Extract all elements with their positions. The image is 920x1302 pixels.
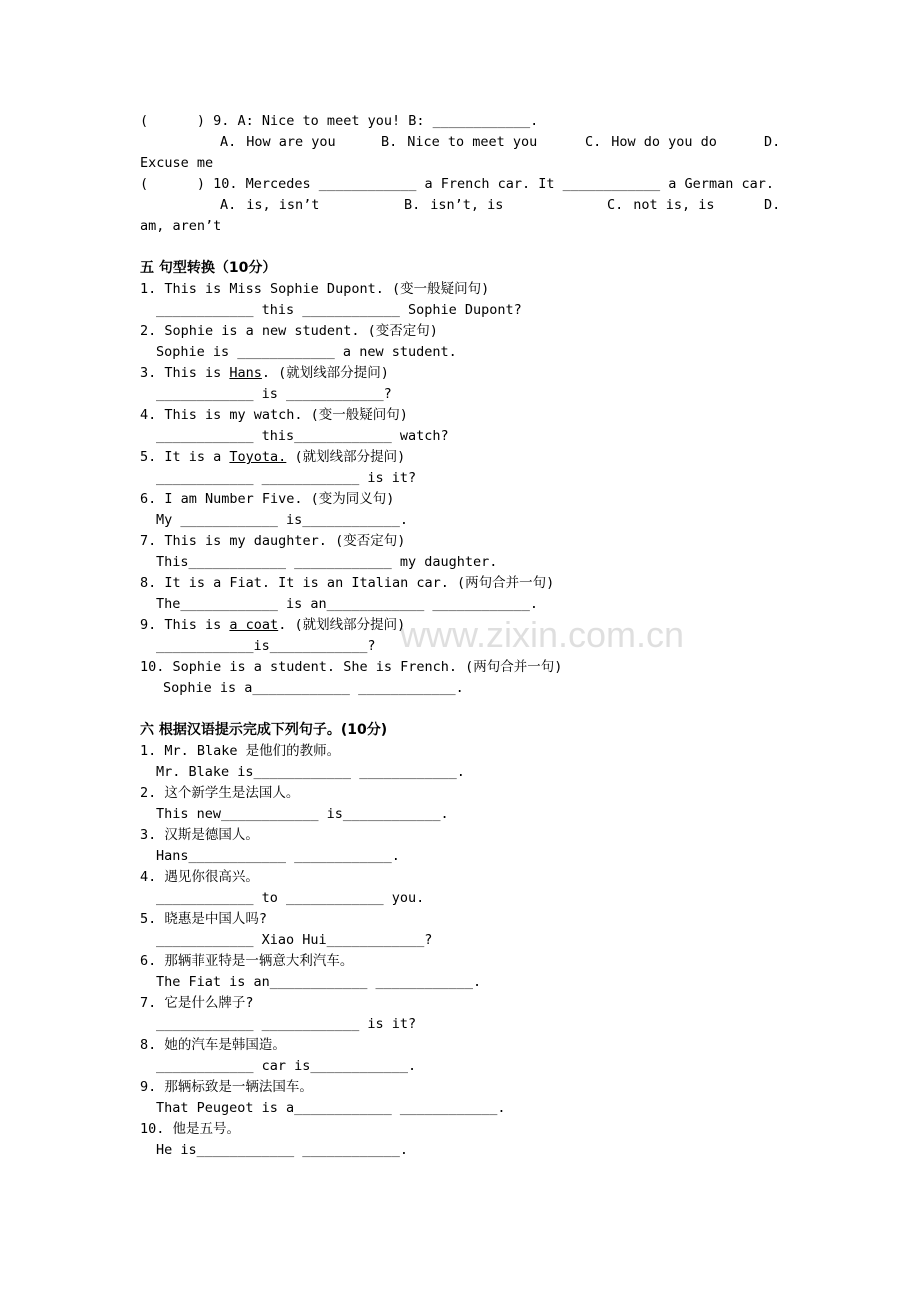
prompt-after: (就划线部分提问) — [286, 449, 406, 465]
prompt-text: 10. 他是五号。 — [140, 1121, 241, 1137]
transform-1-answer — [140, 300, 800, 321]
prompt-text: 8. 她的汽车是韩国造。 — [140, 1037, 286, 1053]
option-text: How do you do — [611, 134, 717, 150]
transform-8-prompt — [140, 573, 800, 594]
prompt-text: 7. 它是什么牌子? — [140, 995, 254, 1011]
answer-text: Mr. Blake is____________ ____________. — [156, 764, 465, 780]
transform-6-prompt — [140, 489, 800, 510]
translate-10-answer — [140, 1140, 800, 1161]
prompt-text: 1. This is Miss Sophie Dupont. (变一般疑问句) — [140, 281, 490, 297]
option-label: C. — [607, 197, 624, 213]
answer-text: ____________ this____________ watch? — [156, 428, 449, 444]
translate-5-prompt — [140, 909, 800, 930]
prompt-text: 3. 汉斯是德国人。 — [140, 827, 259, 843]
transform-9-prompt — [140, 615, 800, 636]
option-text: am, aren’t — [140, 218, 222, 234]
option-text: How are you — [246, 134, 336, 150]
transform-8-answer — [140, 594, 800, 615]
section-five-title — [140, 258, 800, 279]
translate-2-answer — [140, 804, 800, 825]
option-text: Excuse me — [140, 155, 214, 171]
transform-10-prompt — [140, 657, 800, 678]
transform-7-answer — [140, 552, 800, 573]
prompt-before: 3. This is — [140, 365, 230, 381]
translate-2-prompt — [140, 783, 800, 804]
option-text: not is, is — [633, 197, 715, 213]
translate-1-prompt — [140, 741, 800, 762]
question-9-option-c — [585, 132, 717, 153]
underlined-word: Toyota. — [229, 449, 287, 465]
question-9-stem-text: ( ) 9. A: Nice to meet you! B: ____________. — [140, 113, 539, 129]
question-9-options — [140, 132, 800, 153]
transform-4-answer — [140, 426, 800, 447]
transform-4-prompt — [140, 405, 800, 426]
question-9-option-b — [381, 132, 537, 153]
prompt-text: 6. I am Number Five. (变为同义句) — [140, 491, 395, 507]
option-label: B. — [404, 197, 421, 213]
question-9-option-d-text — [140, 153, 800, 174]
option-text: isn’t, is — [430, 197, 504, 213]
answer-text: ____________ car is____________. — [156, 1058, 417, 1074]
answer-text: He is____________ ____________. — [156, 1142, 408, 1158]
translate-6-prompt — [140, 951, 800, 972]
option-label: A. — [220, 197, 237, 213]
prompt-text: 6. 那辆菲亚特是一辆意大利汽车。 — [140, 953, 354, 969]
prompt-text: 1. Mr. Blake 是他们的教师。 — [140, 743, 341, 759]
prompt-after: . (就划线部分提问) — [261, 365, 389, 381]
worksheet — [140, 111, 800, 1161]
transform-10-answer — [140, 678, 800, 699]
translate-7-answer — [140, 1014, 800, 1035]
prompt-before: 5. It is a — [140, 449, 230, 465]
translate-4-prompt — [140, 867, 800, 888]
translate-10-prompt — [140, 1119, 800, 1140]
question-10-stem-text: ( ) 10. Mercedes ____________ a French car. It ____________ a German car. — [140, 176, 774, 192]
option-label: B. — [381, 134, 398, 150]
answer-text: ____________ ____________ is it? — [156, 470, 417, 486]
question-10-option-a — [220, 195, 319, 216]
transform-2-answer — [140, 342, 800, 363]
answer-text: ____________ ____________ is it? — [156, 1016, 417, 1032]
transform-2-prompt — [140, 321, 800, 342]
prompt-text: 2. 这个新学生是法国人。 — [140, 785, 300, 801]
answer-text: This new____________ is____________. — [156, 806, 449, 822]
option-text: Nice to meet you — [407, 134, 538, 150]
prompt-after: . (就划线部分提问) — [278, 617, 406, 633]
question-9-stem — [140, 111, 800, 132]
prompt-text: 7. This is my daughter. (变否定句) — [140, 533, 406, 549]
section-title-text: 五 句型转换（10分） — [140, 260, 277, 276]
answer-text: The____________ is an____________ ____________. — [156, 596, 539, 612]
spacer — [140, 699, 800, 720]
prompt-text: 4. 遇见你很高兴。 — [140, 869, 259, 885]
translate-7-prompt — [140, 993, 800, 1014]
question-10-option-d-label: D. — [764, 197, 781, 213]
question-10-stem — [140, 174, 800, 195]
answer-text: ____________ this ____________ Sophie Dupont? — [156, 302, 522, 318]
prompt-before: 9. This is — [140, 617, 230, 633]
answer-text: ____________ Xiao Hui____________? — [156, 932, 433, 948]
prompt-text: 4. This is my watch. (变一般疑问句) — [140, 407, 408, 423]
question-10-options — [140, 195, 800, 216]
translate-1-answer — [140, 762, 800, 783]
translate-9-prompt — [140, 1077, 800, 1098]
prompt-text: 9. 那辆标致是一辆法国车。 — [140, 1079, 313, 1095]
option-label: C. — [585, 134, 602, 150]
watermark: www.zixin.com.cn — [400, 614, 685, 655]
prompt-text: 10. Sophie is a student. She is French. (两句合并一句) — [140, 659, 563, 675]
translate-4-answer — [140, 888, 800, 909]
transform-5-prompt — [140, 447, 800, 468]
translate-3-prompt — [140, 825, 800, 846]
transform-1-prompt — [140, 279, 800, 300]
translate-5-answer — [140, 930, 800, 951]
underlined-word: a coat — [229, 617, 279, 633]
answer-text: ____________ to ____________ you. — [156, 890, 425, 906]
answer-text: My ____________ is____________. — [156, 512, 408, 528]
answer-text: ____________ is ____________? — [156, 386, 392, 402]
answer-text: This____________ ____________ my daughter. — [156, 554, 498, 570]
transform-3-answer — [140, 384, 800, 405]
answer-text: Sophie is ____________ a new student. — [156, 344, 457, 360]
option-text: is, isn’t — [246, 197, 320, 213]
transform-5-answer — [140, 468, 800, 489]
translate-8-prompt — [140, 1035, 800, 1056]
question-10-option-c — [607, 195, 715, 216]
translate-6-answer — [140, 972, 800, 993]
transform-9-answer — [140, 636, 800, 657]
transform-3-prompt — [140, 363, 800, 384]
prompt-text: 2. Sophie is a new student. (变否定句) — [140, 323, 438, 339]
question-9-option-a — [220, 132, 336, 153]
prompt-text: 5. 晓惠是中国人吗? — [140, 911, 268, 927]
translate-8-answer — [140, 1056, 800, 1077]
transform-6-answer — [140, 510, 800, 531]
spacer — [140, 237, 800, 258]
translate-3-answer — [140, 846, 800, 867]
section-six-title — [140, 720, 800, 741]
question-10-option-b — [404, 195, 503, 216]
answer-text: That Peugeot is a____________ ____________. — [156, 1100, 506, 1116]
prompt-text: 8. It is a Fiat. It is an Italian car. (两句合并一句) — [140, 575, 555, 591]
question-10-option-d-text — [140, 216, 800, 237]
transform-7-prompt — [140, 531, 800, 552]
question-9-option-d-label: D. — [764, 134, 781, 150]
translate-9-answer — [140, 1098, 800, 1119]
answer-text: Hans____________ ____________. — [156, 848, 400, 864]
option-label: A. — [220, 134, 237, 150]
section-title-text: 六 根据汉语提示完成下列句子。(10分) — [140, 722, 388, 738]
answer-text: Sophie is a____________ ____________. — [163, 680, 464, 696]
underlined-word: Hans — [229, 365, 262, 381]
answer-text: The Fiat is an____________ ____________. — [156, 974, 482, 990]
answer-text: ____________is____________? — [156, 638, 376, 654]
